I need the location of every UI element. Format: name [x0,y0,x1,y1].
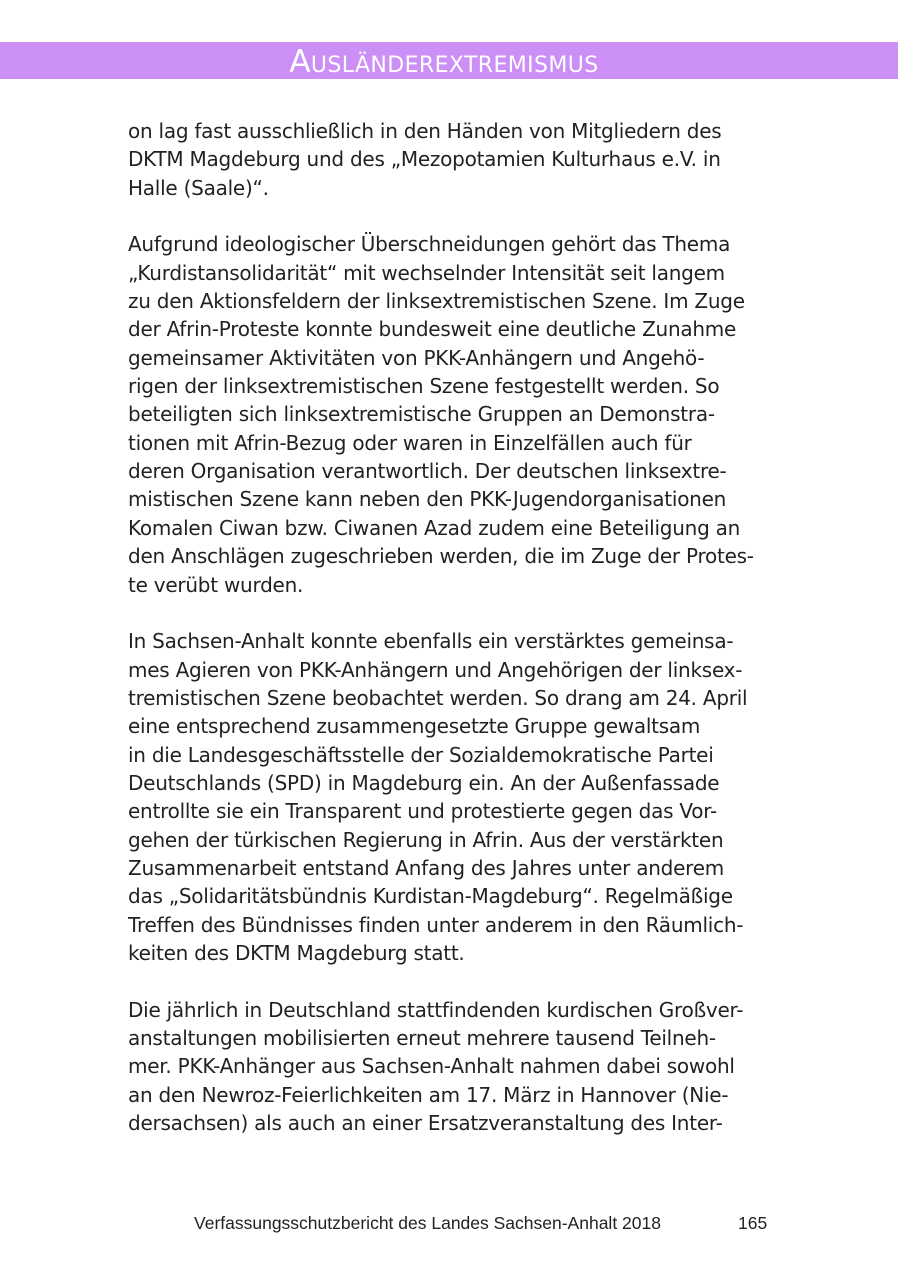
section-header-band [0,42,898,79]
text-line: on lag fast ausschließlich in den Händen von Mitgliedern des [128,119,722,143]
text-line: eine entsprechend zusammengesetzte Gruppe gewaltsam [128,714,701,739]
text-line: dersachsen) als auch an einer Ersatzveranstaltung des Inter- [128,1111,723,1136]
text-line: mes Agieren von PKK-Anhängern und Angehörigen der linksex- [128,657,743,682]
text-line: te verübt wurden. [128,572,304,597]
footer-report-title: Verfassungsschutzbericht des Landes Sachsen-Anhalt 2018 [194,1213,661,1233]
text-line: tionen mit Afrin-Bezug oder waren in Einzelfällen auch für [128,430,692,455]
text-line: Halle (Saale)“. [128,175,269,200]
text-line: Die jährlich in Deutschland stattfindenden kurdischen Großver- [128,997,744,1022]
text-line: keiten des DKTM Magdeburg statt. [128,940,465,965]
text-line: Komalen Ciwan bzw. Ciwanen Azad zudem eine Beteiligung an [128,515,741,540]
text-line: beteiligten sich linksextremistische Gruppen an Demonstra- [128,402,715,427]
body-text [128,117,778,1166]
text-line: DKTM Magdeburg und des „Mezopotamien Kulturhaus e.V. in [128,147,721,172]
section-title: Ausländerextremismus [289,44,599,80]
paragraph-2 [128,230,778,598]
text-line: an den Newroz-Feierlichkeiten am 17. März in Hannover (Nie- [128,1082,729,1107]
text-line: deren Organisation verantwortlich. Der deutschen linksextre- [128,459,727,484]
text-line: Zusammenarbeit entstand Anfang des Jahres unter anderem [128,855,724,880]
text-line: gehen der türkischen Regierung in Afrin. Aus der verstärkten [128,827,724,852]
text-line: entrollte sie ein Transparent und protestierte gegen das Vor- [128,799,717,824]
text-line: den Anschlägen zugeschrieben werden, die im Zuge der Protes- [128,544,754,569]
text-line: „Kurdistansolidarität“ mit wechselnder Intensität seit langem [128,260,725,285]
text-line: mer. PKK-Anhänger aus Sachsen-Anhalt nahmen dabei sowohl [128,1054,735,1079]
text-line: in die Landesgeschäftsstelle der Sozialdemokratische Partei [128,742,714,767]
text-line: zu den Aktionsfeldern der linksextremistischen Szene. Im Zuge [128,289,745,314]
text-line: anstaltungen mobilisierten erneut mehrere tausend Teilneh- [128,1026,716,1050]
text-line: mistischen Szene kann neben den PKK-Jugendorganisationen [128,487,727,512]
text-line: Deutschlands (SPD) in Magdeburg ein. An der Außenfassade [128,770,720,795]
text-line: gemeinsamer Aktivitäten von PKK-Anhängern und Angehö- [128,345,705,370]
text-line: In Sachsen-Anhalt konnte ebenfalls ein verstärktes gemeinsa- [128,629,734,654]
text-line: Treffen des Bündnisses finden unter anderem in den Räumlich- [128,912,744,937]
paragraph-1 [128,117,778,202]
text-line: rigen der linksextremistischen Szene festgestellt werden. So [128,374,720,399]
page-number: 165 [738,1213,768,1233]
page-footer [0,1213,900,1241]
paragraph-4 [128,996,778,1138]
text-line: tremistischen Szene beobachtet werden. So drang am 24. April [128,685,748,710]
text-line: Aufgrund ideologischer Überschneidungen gehört das Thema [128,232,731,257]
paragraph-3 [128,627,778,967]
text-line: der Afrin-Proteste konnte bundesweit eine deutliche Zunahme [128,317,737,342]
text-line: das „Solidaritätsbündnis Kurdistan-Magdeburg“. Regelmäßige [128,884,733,909]
